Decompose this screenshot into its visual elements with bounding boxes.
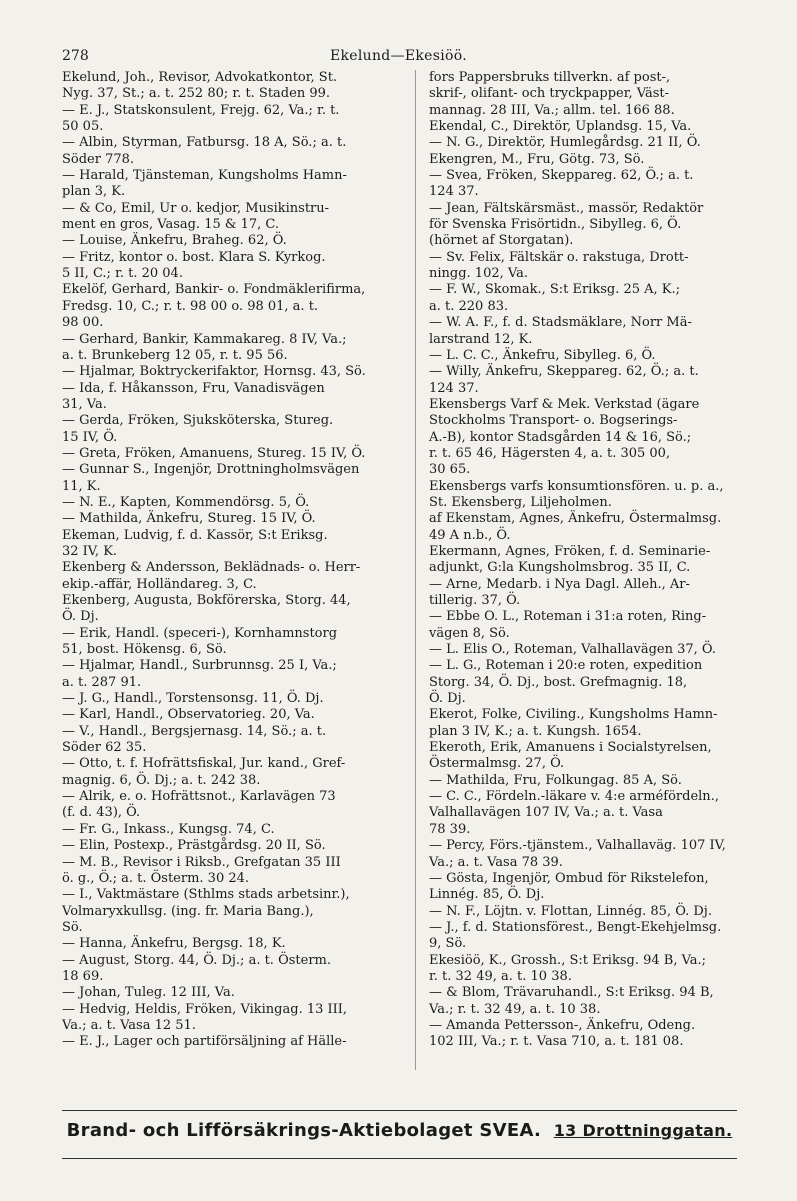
directory-entry-line: 18 69. [62, 968, 104, 984]
directory-entry-line: — L. C. C., Änkefru, Sibylleg. 6, Ö. [429, 347, 656, 363]
directory-entry-line: Ekelöf, Gerhard, Bankir- o. Fondmäklerifirma, [62, 282, 366, 298]
directory-entry-line: 51, bost. Hökensg. 6, Sö. [62, 642, 227, 658]
directory-entry-line: — Harald, Tjänsteman, Kungsholms Hamn- [62, 168, 347, 184]
directory-entry-line: — Louise, Änkefru, Braheg. 62, Ö. [62, 233, 287, 249]
directory-entry-line: — Mathilda, Fru, Folkungag. 85 A, Sö. [429, 772, 682, 788]
directory-entry-line: Linnég. 85, Ö. Dj. [429, 887, 545, 903]
directory-entry-line: plan 3, K. [62, 184, 126, 200]
directory-entry-line: 98 00. [62, 315, 104, 331]
directory-entry-line: — L. G., Roteman i 20:e roten, expedition [429, 658, 703, 674]
directory-entry-line: — Percy, Förs.-tjänstem., Valhallaväg. 107 IV, [429, 838, 726, 854]
directory-entry-line: 11, K. [62, 478, 101, 494]
directory-entry-line: 32 IV, K. [62, 543, 118, 559]
directory-entry-line: — I., Vaktmästare (Sthlms stads arbetsinr.), [62, 887, 350, 903]
directory-entry-line: Storg. 34, Ö. Dj., bost. Grefmagnig. 18, [429, 674, 688, 690]
directory-entry-line: Nyg. 37, St.; a. t. 252 80; r. t. Staden 99. [62, 86, 331, 102]
directory-entry-line: — Greta, Fröken, Amanuens, Stureg. 15 IV, Ö. [62, 445, 366, 461]
directory-entry-line: a. t. 220 83. [429, 298, 509, 314]
directory-entry-line: — M. B., Revisor i Riksb., Grefgatan 35 III [62, 854, 341, 870]
ad-rule-bottom [62, 1158, 737, 1159]
directory-entry-line: Ekenberg & Andersson, Beklädnads- o. Herr- [62, 560, 361, 576]
directory-entry-line: 31, Va. [62, 396, 107, 412]
column-divider [415, 70, 416, 1070]
directory-entry-line: — Jean, Fältskärsmäst., massör, Redaktör [429, 200, 704, 216]
right-column [429, 70, 763, 1051]
page-number: 278 [62, 48, 89, 64]
directory-entry-line: (f. d. 43), Ö. [62, 805, 141, 821]
directory-entry-line: fors Pappersbruks tillverkn. af post-, [429, 70, 671, 85]
directory-entry-line: (hörnet af Storgatan). [429, 233, 574, 249]
directory-entry-line: mannag. 28 III, Va.; allm. tel. 166 88. [429, 102, 675, 118]
directory-entry-line: — Alrik, e. o. Hofrättsnot., Karlavägen 73 [62, 789, 336, 805]
directory-entry-line: Volmaryxkullsg. (ing. fr. Maria Bang.), [62, 903, 314, 919]
directory-entry-line: ekip.-affär, Holländareg. 3, C. [62, 576, 257, 592]
directory-entry-line: Söder 62 35. [62, 740, 147, 756]
directory-entry-line: plan 3 IV, K.; a. t. Kungsh. 1654. [429, 723, 642, 739]
directory-entry-line: vägen 8, Sö. [429, 625, 510, 641]
directory-entry-line: — E. J., Statskonsulent, Frejg. 62, Va.; r. t. [62, 102, 340, 118]
directory-entry-line: Ekerot, Folke, Civiling., Kungsholms Hamn- [429, 707, 718, 723]
directory-entry-line: 30 65. [429, 462, 471, 478]
directory-entry-line: — Erik, Handl. (speceri-), Kornhamnstorg [62, 625, 338, 641]
directory-entry-line: — N. G., Direktör, Humlegårdsg. 21 II, Ö. [429, 135, 701, 151]
directory-entry-line: Va.; r. t. 32 49, a. t. 10 38. [429, 1001, 601, 1017]
directory-entry-line: ningg. 102, Va. [429, 266, 528, 282]
directory-entry-line: Fredsg. 10, C.; r. t. 98 00 o. 98 01, a. t. [62, 298, 319, 314]
directory-entry-line: — Gunnar S., Ingenjör, Drottningholmsvägen [62, 462, 360, 478]
directory-entry-line: — Sv. Felix, Fältskär o. rakstuga, Drott- [429, 249, 689, 265]
directory-entry-line: Ekensbergs Varf & Mek. Verkstad (ägare [429, 396, 700, 412]
directory-entry-line: Ekelund, Joh., Revisor, Advokatkontor, St. [62, 70, 338, 85]
directory-entry-line: 5 II, C.; r. t. 20 04. [62, 266, 183, 282]
directory-entry-line: Ö. Dj. [62, 609, 99, 625]
directory-entry-line: 50 05. [62, 119, 104, 135]
directory-entry-line: af Ekenstam, Agnes, Änkefru, Östermalmsg. [429, 511, 722, 527]
directory-entry-line: — N. E., Kapten, Kommendörsg. 5, Ö. [62, 494, 310, 510]
directory-entry-line: — L. Elis O., Roteman, Valhallavägen 37, Ö. [429, 642, 716, 658]
directory-entry-line: 124 37. [429, 380, 479, 396]
directory-entry-line: — Willy, Änkefru, Skeppareg. 62, Ö.; a. t. [429, 364, 699, 380]
directory-entry-line: magnig. 6, Ö. Dj.; a. t. 242 38. [62, 772, 261, 788]
directory-entry-line: larstrand 12, K. [429, 331, 533, 347]
directory-entry-line: för Svenska Frisörtidn., Sibylleg. 6, Ö. [429, 217, 682, 233]
directory-entry-line: skrif-, olifant- och tryckpapper, Väst- [429, 86, 669, 102]
directory-entry-line: — Gerhard, Bankir, Kammakareg. 8 IV, Va.; [62, 331, 347, 347]
directory-entry-line: — Fritz, kontor o. bost. Klara S. Kyrkog. [62, 249, 326, 265]
directory-entry-line: — Gösta, Ingenjör, Ombud för Rikstelefon, [429, 870, 709, 886]
directory-entry-line: — Elin, Postexp., Prästgårdsg. 20 II, Sö. [62, 838, 326, 854]
advertisement-address: 13 Drottninggatan. [553, 1121, 733, 1140]
directory-entry-line: Ekengren, M., Fru, Götg. 73, Sö. [429, 151, 645, 167]
directory-entry-line: — J. G., Handl., Torstensonsg. 11, Ö. Dj. [62, 691, 324, 707]
directory-entry-line: — Otto, t. f. Hofrättsfiskal, Jur. kand., Gref- [62, 756, 346, 772]
directory-entry-line: Söder 778. [62, 151, 135, 167]
directory-entry-line: Ekensbergs varfs konsumtionsfören. u. p. a., [429, 478, 724, 494]
directory-entry-line: r. t. 65 46, Hägersten 4, a. t. 305 00, [429, 445, 671, 461]
directory-entry-line: Valhallavägen 107 IV, Va.; a. t. Vasa [429, 805, 663, 821]
directory-entry-line: — Hjalmar, Handl., Surbrunnsg. 25 I, Va.; [62, 658, 337, 674]
directory-entry-line: Sö. [62, 919, 83, 935]
directory-entry-line: Va.; a. t. Vasa 78 39. [429, 854, 563, 870]
directory-entry-line: ö. g., Ö.; a. t. Österm. 30 24. [62, 870, 250, 886]
directory-entry-line: adjunkt, G:la Kungsholmsbrog. 35 II, C. [429, 560, 691, 576]
directory-entry-line: 124 37. [429, 184, 479, 200]
directory-entry-line: Östermalmsg. 27, Ö. [429, 756, 565, 772]
ad-rule-top [62, 1110, 737, 1111]
directory-entry-line: — E. J., Lager och partiförsäljning af Hälle- [62, 1034, 347, 1050]
directory-entry-line: — V., Handl., Bergsjernasg. 14, Sö.; a. t. [62, 723, 327, 739]
directory-entry-line: — Amanda Pettersson-, Änkefru, Odeng. [429, 1017, 696, 1033]
advertisement-text: Brand- och Lifförsäkrings-Aktiebolaget SVEA. [66, 1120, 542, 1141]
directory-entry-line: Ekesiöö, K., Grossh., S:t Eriksg. 94 B, Va.; [429, 952, 707, 968]
directory-entry-line: — J., f. d. Stationsförest., Bengt-Ekehjelmsg. [429, 919, 722, 935]
directory-entry-line: tillerig. 37, Ö. [429, 593, 521, 608]
directory-entry-line: — Ebbe O. L., Roteman i 31:a roten, Ring- [429, 609, 707, 625]
directory-entry-line: ment en gros, Vasag. 15 & 17, C. [62, 217, 280, 233]
directory-entry-line: St. Ekensberg, Liljeholmen. [429, 494, 612, 510]
directory-entry-line: — Fr. G., Inkass., Kungsg. 74, C. [62, 821, 275, 837]
directory-entry-line: — C. C., Fördeln.-läkare v. 4:e arméfördeln., [429, 789, 719, 805]
directory-entry-line: — Mathilda, Änkefru, Stureg. 15 IV, Ö. [62, 511, 316, 527]
directory-entry-line: — Albin, Styrman, Fatbursg. 18 A, Sö.; a. t. [62, 135, 347, 151]
directory-entry-line: Stockholms Transport- o. Bogserings- [429, 413, 678, 429]
directory-entry-line: — & Blom, Trävaruhandl., S:t Eriksg. 94 B, [429, 985, 714, 1001]
directory-entry-line: 49 A n.b., Ö. [429, 527, 511, 543]
directory-entry-line: a. t. 287 91. [62, 674, 142, 690]
directory-entry-line: — Johan, Tuleg. 12 III, Va. [62, 985, 235, 1001]
directory-entry-line: r. t. 32 49, a. t. 10 38. [429, 968, 572, 984]
directory-entry-line: — F. W., Skomak., S:t Eriksg. 25 A, K.; [429, 282, 681, 298]
directory-entry-line: Ekenberg, Augusta, Bokförerska, Storg. 44, [62, 593, 351, 608]
left-column [62, 70, 396, 1051]
directory-entry-line: — N. F., Löjtn. v. Flottan, Linnég. 85, Ö. Dj. [429, 903, 712, 919]
directory-entry-line: Ekermann, Agnes, Fröken, f. d. Seminarie- [429, 543, 711, 559]
advertisement-banner [62, 1120, 737, 1141]
directory-entry-line: — & Co, Emil, Ur o. kedjor, Musikinstru- [62, 200, 330, 216]
directory-entry-line: — Karl, Handl., Observatorieg. 20, Va. [62, 707, 315, 723]
directory-entry-line: 15 IV, Ö. [62, 429, 118, 445]
directory-entry-line: — Hjalmar, Boktryckerifaktor, Hornsg. 43, Sö. [62, 364, 366, 380]
running-title: Ekelund—Ekesiöö. [330, 48, 467, 64]
directory-entry-line: — Hanna, Änkefru, Bergsg. 18, K. [62, 936, 286, 952]
directory-entry-line: — Ida, f. Håkansson, Fru, Vanadisvägen [62, 380, 325, 396]
directory-entry-line: — Gerda, Fröken, Sjuksköterska, Stureg. [62, 413, 334, 429]
directory-entry-line: Ekeman, Ludvig, f. d. Kassör, S:t Eriksg. [62, 527, 328, 543]
directory-entry-line: — Svea, Fröken, Skeppareg. 62, Ö.; a. t. [429, 168, 694, 184]
directory-entry-line: Ekeroth, Erik, Amanuens i Socialstyrelsen, [429, 740, 712, 756]
directory-entry-line: 9, Sö. [429, 936, 467, 952]
directory-entry-line: 102 III, Va.; r. t. Vasa 710, a. t. 181 08. [429, 1034, 684, 1050]
directory-entry-line: 78 39. [429, 821, 471, 837]
directory-entry-line: Ekendal, C., Direktör, Uplandsg. 15, Va. [429, 119, 692, 135]
directory-entry-line: Va.; a. t. Vasa 12 51. [62, 1017, 196, 1033]
directory-entry-line: a. t. Brunkeberg 12 05, r. t. 95 56. [62, 347, 288, 363]
directory-entry-line: — Arne, Medarb. i Nya Dagl. Alleh., Ar- [429, 576, 690, 592]
directory-entry-line: A.-B), kontor Stadsgården 14 & 16, Sö.; [429, 429, 692, 445]
directory-entry-line: — W. A. F., f. d. Stadsmäklare, Norr Mä- [429, 315, 692, 331]
directory-entry-line: — August, Storg. 44, Ö. Dj.; a. t. Österm. [62, 952, 331, 968]
directory-entry-line: Ö. Dj. [429, 691, 466, 707]
directory-entry-line: — Hedvig, Heldis, Fröken, Vikingag. 13 III, [62, 1001, 348, 1017]
